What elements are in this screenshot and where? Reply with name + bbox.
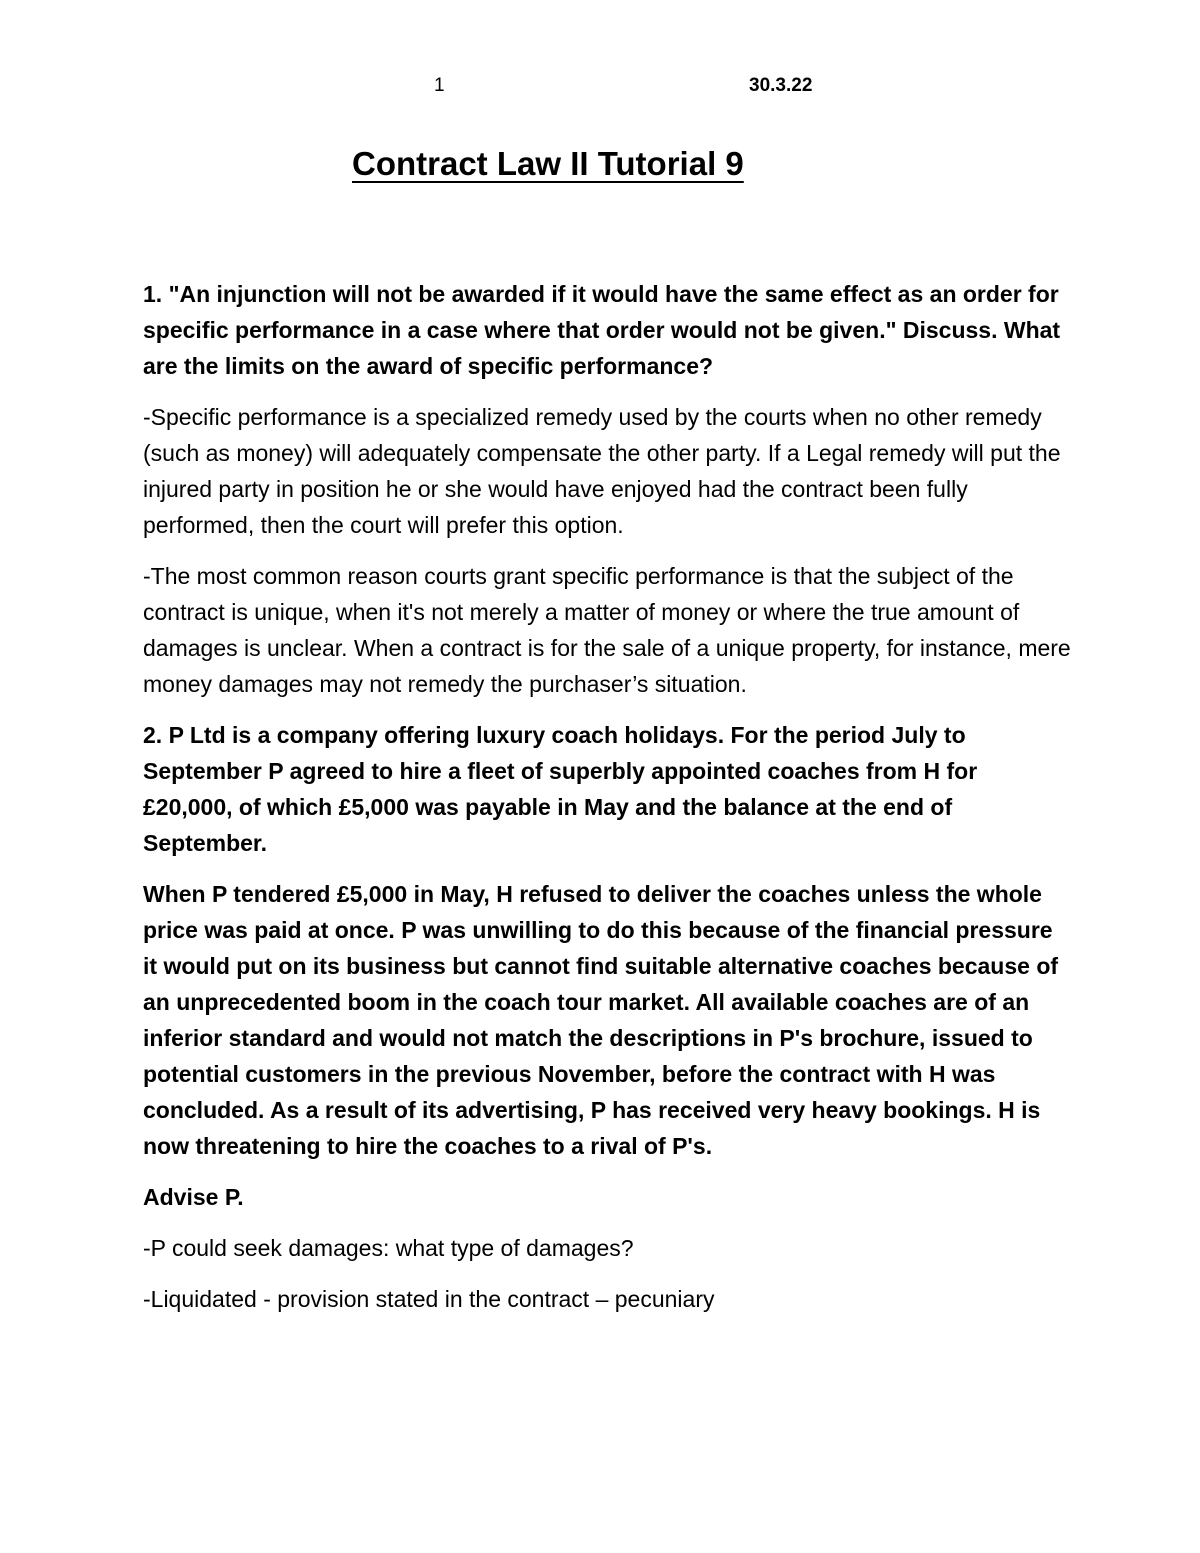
document-date: 30.3.22	[749, 75, 813, 96]
question-1-answer-paragraph: -The most common reason courts grant specific performance is that the subject of the contract is unique, when it's not merely a matter of money or where the true amount of damages is unclear. When a contract is for the sale of a unique property, for instance, mere money damages may not remedy the purchaser’s situation.	[143, 563, 1071, 697]
question-2-answer-paragraph: -Liquidated - provision stated in the contract – pecuniary	[143, 1286, 715, 1312]
question-2-prompt: 2. P Ltd is a company offering luxury coach holidays. For the period July to September P agreed to hire a fleet of superbly appointed coaches from H for £20,000, of which £5,000 was payable in May and the balance at the end of September.	[143, 722, 978, 856]
question-1-answer-paragraph: -Specific performance is a specialized remedy used by the courts when no other remedy (such as money) will adequately compensate the other party. If a Legal remedy will put the injured party in position he or she would have enjoyed had the contract been fully performed, then the court will prefer this option.	[143, 404, 1061, 538]
question-1-prompt: 1. "An injunction will not be awarded if it would have the same effect as an order for specific performance in a case where that order would not be given." Discuss. What are the limits on the award of specific performance?	[143, 281, 1061, 379]
question-2-prompt: When P tendered £5,000 in May, H refused to deliver the coaches unless the whole price was paid at once. P was unwilling to do this because of the financial pressure it would put on its business but cannot find suitable alternative coaches because of an unprecedented boom in the coach tour market. All available coaches are of an inferior standard and would not match the descriptions in P's brochure, issued to potential customers in the previous November, before the contract with H was concluded. As a result of its advertising, P has received very heavy bookings. H is now threatening to hire the coaches to a rival of P's.	[143, 881, 1059, 1159]
document-body	[143, 276, 1073, 1332]
question-2-answer-paragraph: -P could seek damages: what type of damages?	[143, 1235, 634, 1261]
document-title: Contract Law II Tutorial 9	[352, 145, 744, 182]
question-2-instruction: Advise P.	[143, 1184, 244, 1210]
page-number: 1	[434, 75, 445, 96]
